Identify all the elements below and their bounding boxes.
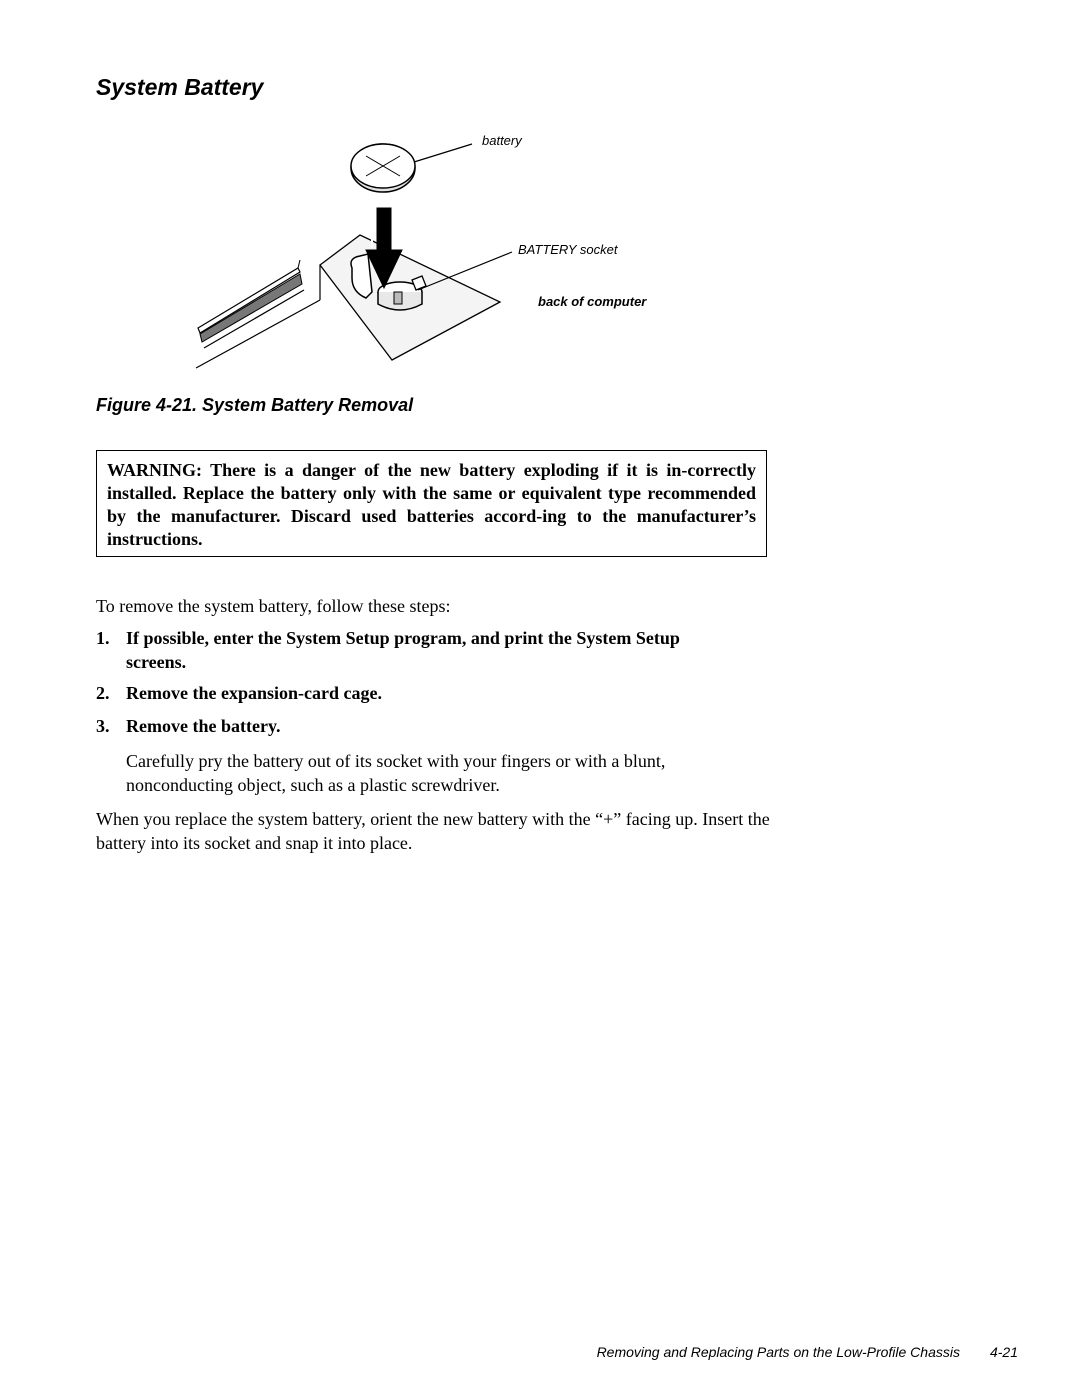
step-number: 3. <box>96 716 110 736</box>
battery-socket-callout: BATTERY socket <box>518 242 618 257</box>
page-number: 4-21 <box>989 1344 1018 1360</box>
step-number: 1. <box>96 628 110 648</box>
page-footer <box>597 1342 1018 1362</box>
step-1 <box>96 626 736 674</box>
back-of-computer-callout: back of computer <box>538 294 647 309</box>
step-2 <box>96 681 736 705</box>
step-3-detail: Carefully pry the battery out of its socket with your fingers or with a blunt, nonconducting object, such as a plastic screwdriver. <box>126 751 666 795</box>
closing-text: When you replace the system battery, orient the new battery with the “+” facing up. Insert the battery into its socket and snap it into place. <box>96 809 770 853</box>
footer-chapter-title: Removing and Replacing Parts on the Low-Profile Chassis <box>596 1344 960 1360</box>
step-number: 2. <box>96 683 110 703</box>
step-3 <box>96 714 736 738</box>
step-text: Remove the battery. <box>126 716 281 736</box>
intro-text: To remove the system battery, follow these steps: <box>96 596 451 616</box>
battery-callout: battery <box>482 133 522 148</box>
warning-text: WARNING: There is a danger of the new battery exploding if it is in-correctly installed. Replace the battery only with the same or equivalent type recommended by the manufacturer. Discard used batteries accord-ing to the manufacturer’s instructions. <box>107 460 756 549</box>
step-text: If possible, enter the System Setup program, and print the System Setup screens. <box>126 628 680 672</box>
figure-caption: Figure 4-21. System Battery Removal <box>96 395 414 415</box>
warning-box <box>96 450 767 557</box>
section-title: System Battery <box>96 74 264 100</box>
step-text: Remove the expansion-card cage. <box>126 683 382 703</box>
